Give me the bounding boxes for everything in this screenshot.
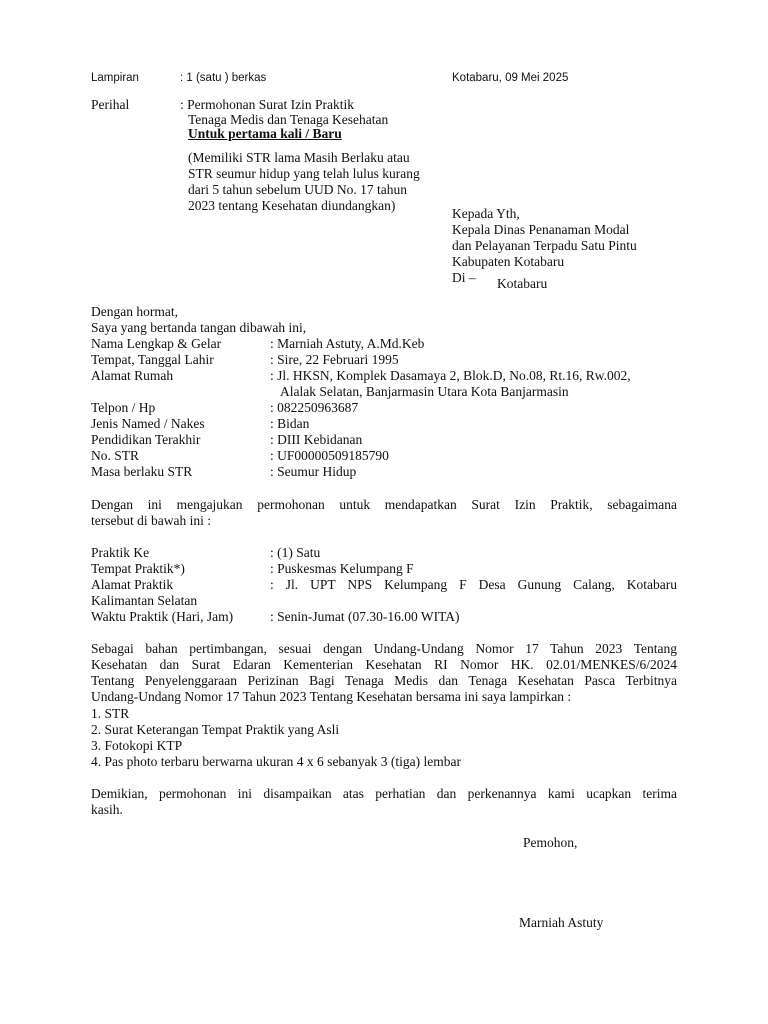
field-label-nama: Nama Lengkap & Gelar [91, 336, 222, 351]
perihal-label: Perihal [91, 97, 130, 112]
str-note [188, 150, 420, 214]
closing-line-2: kasih. [91, 802, 123, 817]
attachment-list [91, 706, 461, 770]
recipient-city: Kotabaru [497, 276, 548, 291]
tempat-praktik-value: : Puskesmas Kelumpang F [270, 561, 414, 576]
recipient-block [452, 206, 637, 286]
recipient-line: Di – [452, 270, 476, 285]
field-label-ttl: Tempat, Tanggal Lahir [91, 352, 214, 367]
recipient-line: Kabupaten Kotabaru [452, 254, 565, 269]
waktu-praktik-label: Waktu Praktik (Hari, Jam) [91, 609, 234, 624]
field-value-jenis: : Bidan [270, 416, 310, 431]
alamat-praktik-value-cont: Kalimantan Selatan [91, 593, 198, 608]
attachment-item: 1. STR [91, 706, 130, 721]
closing-line-1: Demikian, permohonan ini disampaikan atas perhatian dan perkenannya kami ucapkan terima [91, 786, 677, 801]
waktu-praktik-value: : Senin-Jumat (07.30-16.00 WITA) [270, 609, 460, 624]
lampiran-value: : 1 (satu ) berkas [180, 72, 267, 84]
praktik-ke-value: : (1) Satu [270, 545, 321, 560]
field-label-str: No. STR [91, 448, 140, 463]
str-note-line: STR seumur hidup yang telah lulus kurang [188, 166, 420, 181]
request-line-1: Dengan ini mengajukan permohonan untuk mendapatkan Surat Izin Praktik, sebagaimana [91, 497, 677, 512]
consideration-line: Sebagai bahan pertimbangan, sesuai dengan Undang-Undang Nomor 17 Tahun 2023 Tentang [91, 641, 677, 656]
tempat-praktik-label: Tempat Praktik*) [91, 561, 185, 576]
field-value-nama: : Marniah Astuty, A.Md.Keb [270, 336, 425, 351]
field-label-jenis: Jenis Named / Nakes [91, 416, 205, 431]
recipient-line: dan Pelayanan Terpadu Satu Pintu [452, 238, 637, 253]
field-label-pendidikan: Pendidikan Terakhir [91, 432, 201, 447]
field-value-alamat: : Jl. HKSN, Komplek Dasamaya 2, Blok.D, No.08, Rt.16, Rw.002, [270, 368, 631, 383]
praktik-ke-label: Praktik Ke [91, 545, 150, 560]
recipient-line: Kepada Yth, [452, 206, 520, 221]
field-value-telpon: : 082250963687 [270, 400, 359, 415]
place-date: Kotabaru, 09 Mei 2025 [452, 72, 569, 84]
perihal-line-1: : Permohonan Surat Izin Praktik [180, 97, 354, 112]
lampiran-label: Lampiran [91, 72, 139, 84]
field-value-pendidikan: : DIII Kebidanan [270, 432, 363, 447]
attachment-item: 2. Surat Keterangan Tempat Praktik yang Asli [91, 722, 340, 737]
consideration-line: Kesehatan dan Surat Edaran Kementerian Kesehatan RI Nomor HK. 02.01/MENKES/6/2024 [91, 657, 677, 672]
request-line-2: tersebut di bawah ini : [91, 513, 211, 528]
attachment-item: 4. Pas photo terbaru berwarna ukuran 4 x 6 sebanyak 3 (tiga) lembar [91, 754, 462, 769]
greeting: Dengan hormat, [91, 304, 178, 319]
alamat-praktik-value: : Jl. UPT NPS Kelumpang F Desa Gunung Calang, Kotabaru [270, 577, 677, 592]
perihal-line-2: Tenaga Medis dan Tenaga Kesehatan [188, 112, 389, 127]
perihal-line-3: Untuk pertama kali / Baru [188, 126, 342, 141]
field-label-masa: Masa berlaku STR [91, 464, 193, 479]
str-note-line: (Memiliki STR lama Masih Berlaku atau [188, 150, 410, 165]
attachment-item: 3. Fotokopi KTP [91, 738, 183, 753]
field-label-telpon: Telpon / Hp [91, 400, 156, 415]
field-value-ttl: : Sire, 22 Februari 1995 [270, 352, 399, 367]
intro: Saya yang bertanda tangan dibawah ini, [91, 320, 307, 335]
consideration-line: Tentang Penyelenggaraan Perizinan Bagi Tenaga Medis dan Tenaga Kesehatan Pasca Terbitnya [91, 673, 677, 688]
consideration-line: Undang-Undang Nomor 17 Tahun 2023 Tentang Kesehatan bersama ini saya lampirkan : [91, 689, 572, 704]
alamat-praktik-label: Alamat Praktik [91, 577, 174, 592]
field-value-str: : UF00000509185790 [270, 448, 389, 463]
recipient-line: Kepala Dinas Penanaman Modal [452, 222, 630, 237]
str-note-line: dari 5 tahun sebelum UUD No. 17 tahun [188, 182, 407, 197]
signer-name: Marniah Astuty [519, 915, 604, 930]
field-label-alamat: Alamat Rumah [91, 368, 174, 383]
str-note-line: 2023 tentang Kesehatan diundangkan) [188, 198, 396, 213]
field-value-masa: : Seumur Hidup [270, 464, 357, 479]
pemohon-label: Pemohon, [523, 835, 578, 850]
field-value-alamat-cont: Alalak Selatan, Banjarmasin Utara Kota Banjarmasin [280, 384, 569, 399]
